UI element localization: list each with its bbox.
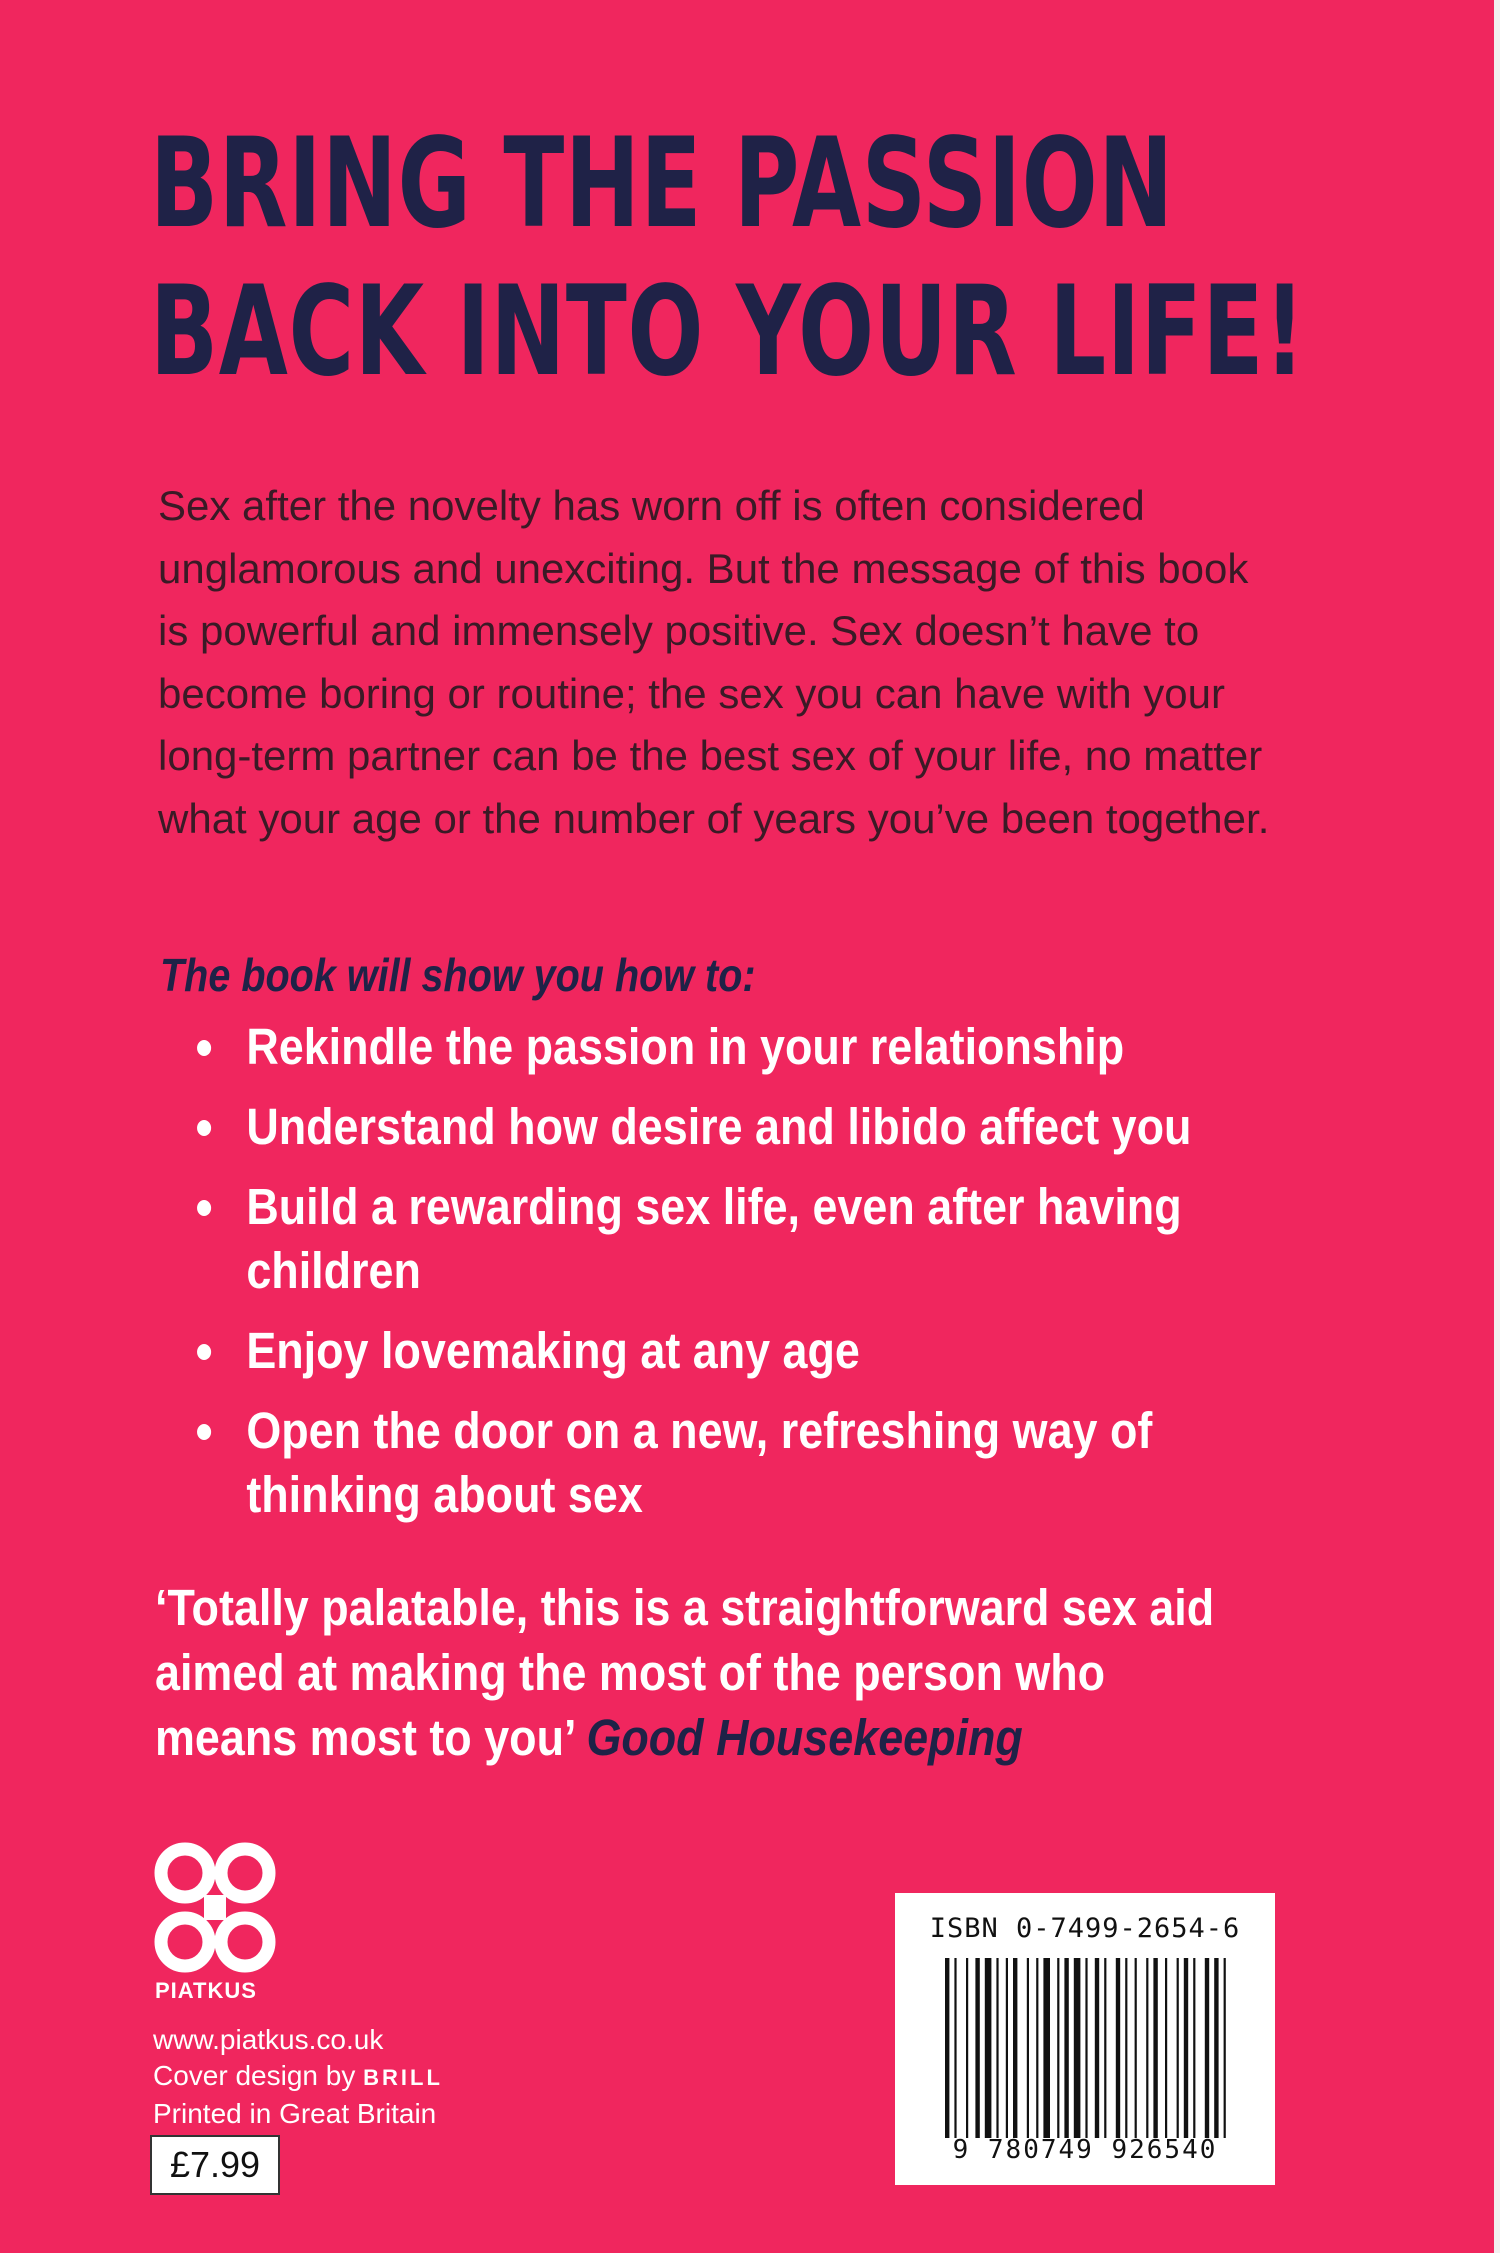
review-source: Good Housekeeping (586, 1709, 1023, 1766)
cover-credit-prefix: Cover design by (153, 2060, 356, 2091)
headline (150, 110, 1306, 406)
headline-line-1: BRING THE PASSION (150, 112, 1174, 256)
benefits-list (190, 1015, 1390, 1543)
barcode-panel (895, 1893, 1275, 2185)
review-quote-text: ‘Totally palatable, this is a straightforward sex aid aimed at making the most of the person who means most to you’ (155, 1579, 1215, 1766)
benefits-lead: The book will show you how to: (160, 949, 756, 1001)
blurb-paragraph: Sex after the novelty has worn off is often considered unglamorous and unexciting. But the message of this book is powerful and immensely positive. Sex doesn’t have to become boring or routine; the sex you can have with your long-term partner can be the best sex of your life, no matter what your age or the number of years you’ve been together. (158, 482, 1270, 842)
piatkus-logo-icon (152, 1840, 278, 1975)
cover-credit (153, 2058, 443, 2096)
cover-designer: BRILL (363, 2065, 443, 2090)
barcode-icon (945, 1958, 1235, 2138)
headline-line-2: BACK INTO YOUR LIFE! (150, 260, 1306, 404)
imprint-info (153, 2022, 443, 2132)
review-quote (155, 1575, 1246, 1770)
benefit-item: Rekindle the passion in your relationship (190, 1015, 1276, 1079)
publisher-website: www.piatkus.co.uk (153, 2024, 384, 2055)
benefit-item: Build a rewarding sex life, even after having children (190, 1175, 1276, 1303)
printed-location: Printed in Great Britain (153, 2098, 437, 2129)
publisher-name: PIATKUS (155, 1978, 257, 2003)
benefit-item: Enjoy lovemaking at any age (190, 1319, 1276, 1383)
price-label: £7.99 (150, 2135, 280, 2195)
isbn-text: ISBN 0-7499-2654-6 (929, 1913, 1241, 1944)
benefit-item: Open the door on a new, refreshing way of thinking about sex (190, 1399, 1276, 1527)
barcode-digits: 9 780749 926540 (952, 2135, 1218, 2165)
benefit-item: Understand how desire and libido affect you (190, 1095, 1276, 1159)
